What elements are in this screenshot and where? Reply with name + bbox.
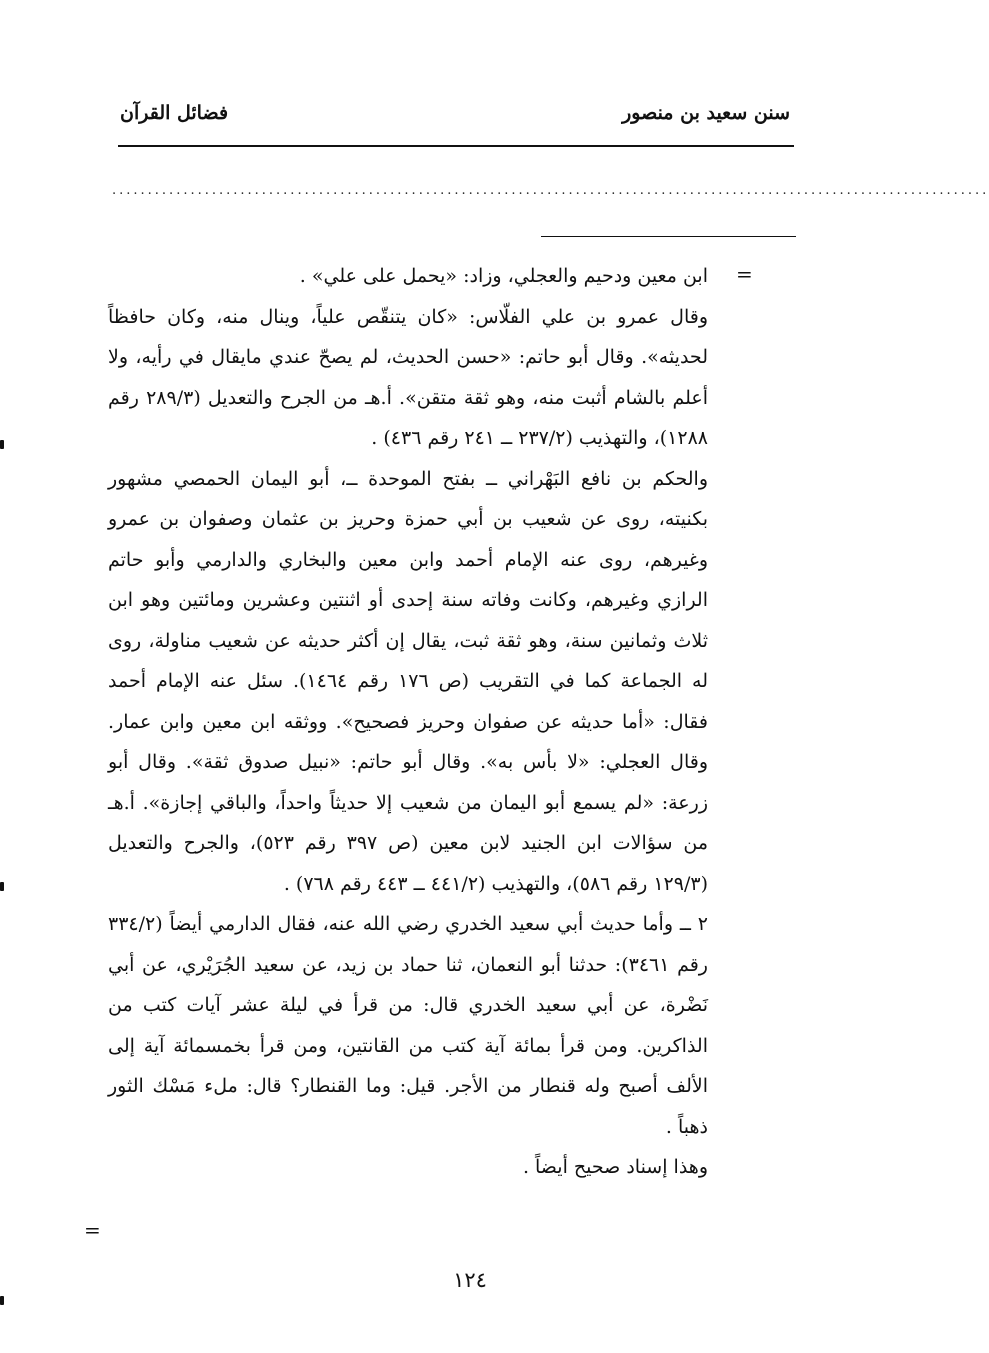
footnote-body xyxy=(108,256,708,1188)
paragraph: وقال عمرو بن علي الفلّاس: «كان يتنقّص علياً، وينال منه، وكان حافظاً لحديثه». وقال أبو حاتم: «حسن الحديث، لم يصحّ عندي مايقال في رأيه، ولا أعلم بالشام أثبت منه، وهو ثقة متقن». أ.هـ من الجرح والتعديل (٢٨٩/٣ رقم ١٢٨٨)، والتهذيب (٢٣٧/٢ ــ ٢٤١ رقم ٤٣٦) . xyxy=(108,305,708,449)
page-number: ١٢٤ xyxy=(453,1268,487,1292)
section-title-header: فضائل القرآن xyxy=(120,102,229,124)
continuation-mark-bottom: = xyxy=(84,1218,101,1242)
paragraph: ابن معين ودحيم والعجلي، وزاد: «يحمل على علي» . xyxy=(299,265,708,287)
footnote-rule xyxy=(541,236,796,237)
scan-edge-mark xyxy=(0,440,4,449)
paragraph: وهذا إسناد صحيح أيضاً . xyxy=(522,1156,708,1178)
continuation-mark-top: = xyxy=(736,262,753,286)
scan-edge-mark xyxy=(0,882,4,891)
dotted-separator: ........................................................................................................................... xyxy=(112,183,989,198)
paragraph: والحكم بن نافع البَهْراني ــ بفتح الموحدة ــ، أبو اليمان الحمصي مشهور بكنيته، روى عن شعيب بن أبي حمزة وحريز بن عثمان وصفوان بن عمرو وغيرهم، روى عنه الإمام أحمد وابن معين والبخاري والدارمي وأبو حاتم الرازي وغيرهم، وكانت وفاته سنة إحدى أو اثنتين وعشرين ومائتين وهو ابن ثلاث وثمانين سنة، وهو ثقة ثبت، يقال إن أكثر حديثه عن شعيب مناولة، روى له الجماعة كما في التقريب (ص ١٧٦ رقم ١٤٦٤). سئل عنه الإمام أحمد فقال: «أما حديثه عن صفوان وحريز فصحيح». ووثقه ابن معين وابن عمار. وقال العجلي: «لا بأس به». وقال أبو حاتم: «نبيل صدوق ثقة». وقال أبو زرعة: «لم يسمع أبو اليمان من شعيب إلا حديثاً واحداً، والباقي إجازة». أ.هـ من سؤالات ابن الجنيد لابن معين (ص ٣٩٧ رقم ٥٢٣)، والجرح والتعديل (١٢٩/٣ رقم ٥٨٦)، والتهذيب (٤٤١/٢ ــ ٤٤٣ رقم ٧٦٨) . xyxy=(108,467,708,895)
scan-edge-mark xyxy=(0,1296,4,1305)
paragraph: ٢ ــ وأما حديث أبي سعيد الخدري رضي الله عنه، فقال الدارمي أيضاً (٣٣٤/٢ رقم ٣٤٦١): حدثنا أبو النعمان، ثنا حماد بن زيد، عن سعيد الجُرَيْري، عن أبي نَضْرة، عن أبي سعيد الخدري قال: من قرأ في ليلة عشر آيات كتب من الذاكرين. ومن قرأ بمائة آية كتب من القانتين، ومن قرأ بخمسمائة آية إلى الألف أصبح وله قنطار من الأجر. قيل: وما القنطار؟ قال: ملء مَسْك الثور ذهباً . xyxy=(108,913,708,1138)
book-title-header: سنن سعيد بن منصور xyxy=(622,102,790,124)
header-rule xyxy=(118,145,794,147)
